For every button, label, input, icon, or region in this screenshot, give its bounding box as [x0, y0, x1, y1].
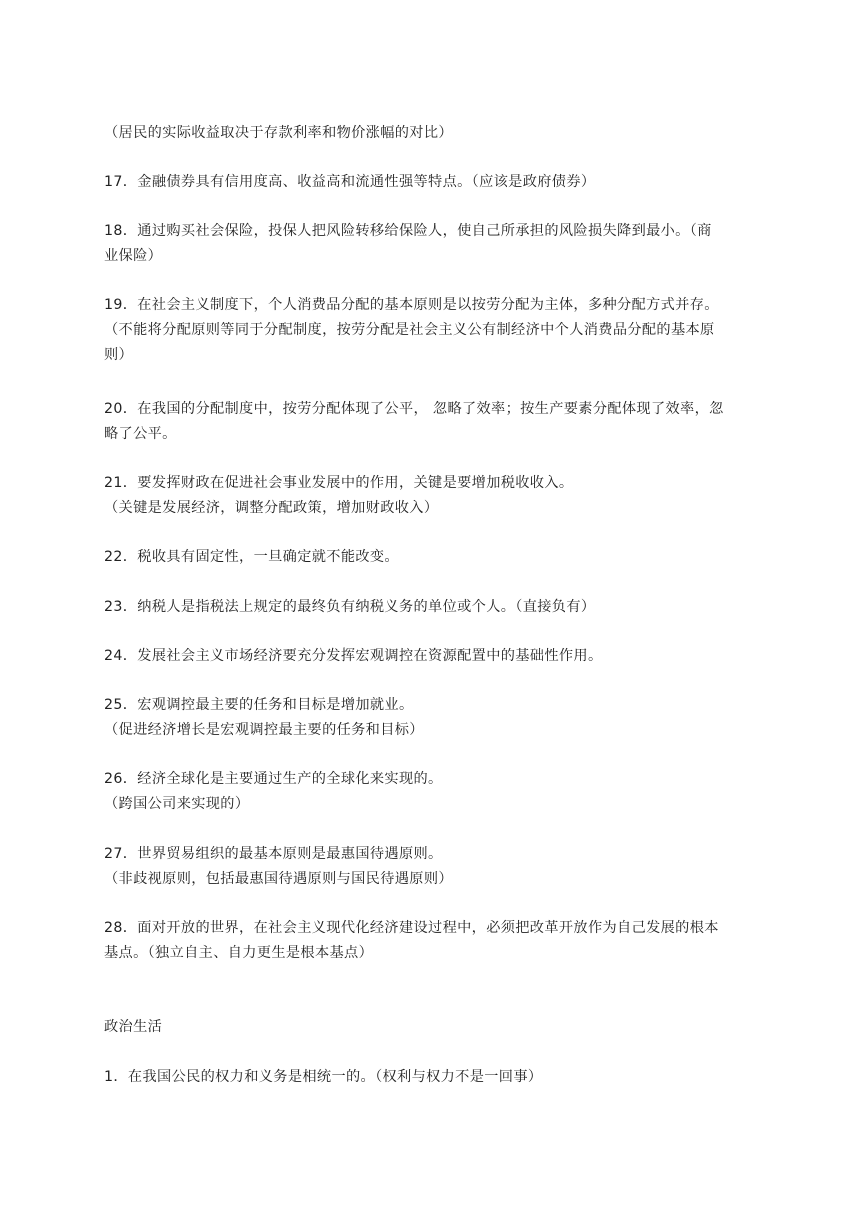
- text-line: 24．发展社会主义市场经济要充分发挥宏观调控在资源配置中的基础性作用。: [104, 648, 603, 664]
- text-line: 27．世界贸易组织的最基本原则是最惠国待遇原则。: [104, 846, 443, 862]
- text-line: （跨国公司来实现的）: [104, 796, 250, 812]
- text-line: （促进经济增长是宏观调控最主要的任务和目标）: [104, 722, 424, 738]
- text-line: 23．纳税人是指税法上规定的最终负有纳税义务的单位或个人。（直接负有）: [104, 599, 596, 615]
- text-line: 业保险）: [104, 248, 163, 264]
- text-line: 25．宏观调控最主要的任务和目标是增加就业。: [104, 697, 414, 713]
- text-line: 18．通过购买社会保险，投保人把风险转移给保险人，使自己所承担的风险损失降到最小。（商: [104, 223, 712, 239]
- text-line: 28．面对开放的世界，在社会主义现代化经济建设过程中，必须把改革开放作为自己发展的根本: [104, 920, 719, 936]
- text-line: 1．在我国公民的权力和义务是相统一的。（权利与权力不是一回事）: [104, 1069, 543, 1085]
- text-line: 则）: [104, 347, 134, 363]
- text-line: （非歧视原则，包括最惠国待遇原则与国民待遇原则）: [104, 871, 453, 887]
- text-line: 略了公平。: [104, 426, 177, 442]
- text-line: 22．税收具有固定性，一旦确定就不能改变。: [104, 549, 399, 565]
- text-line: （关键是发展经济，调整分配政策，增加财政收入）: [104, 500, 439, 516]
- text-line: （居民的实际收益取决于存款利率和物价涨幅的对比）: [104, 125, 453, 141]
- text-line: 21．要发挥财政在促进社会事业发展中的作用，关键是要增加税收收入。: [104, 475, 574, 491]
- text-line: 26．经济全球化是主要通过生产的全球化来实现的。: [104, 771, 443, 787]
- text-line: （不能将分配原则等同于分配制度，按劳分配是社会主义公有制经济中个人消费品分配的基本原: [104, 322, 715, 338]
- text-line: 17．金融债券具有信用度高、收益高和流通性强等特点。（应该是政府债券）: [104, 174, 596, 190]
- section-heading: 政治生活: [104, 1019, 163, 1035]
- text-line: 基点。（独立自主、自力更生是根本基点）: [104, 945, 374, 961]
- text-line: 19．在社会主义制度下，个人消费品分配的基本原则是以按劳分配为主体，多种分配方式并存。: [104, 297, 719, 313]
- text-line: 20．在我国的分配制度中，按劳分配体现了公平， 忽略了效率；按生产要素分配体现了效率，忽: [104, 401, 724, 417]
